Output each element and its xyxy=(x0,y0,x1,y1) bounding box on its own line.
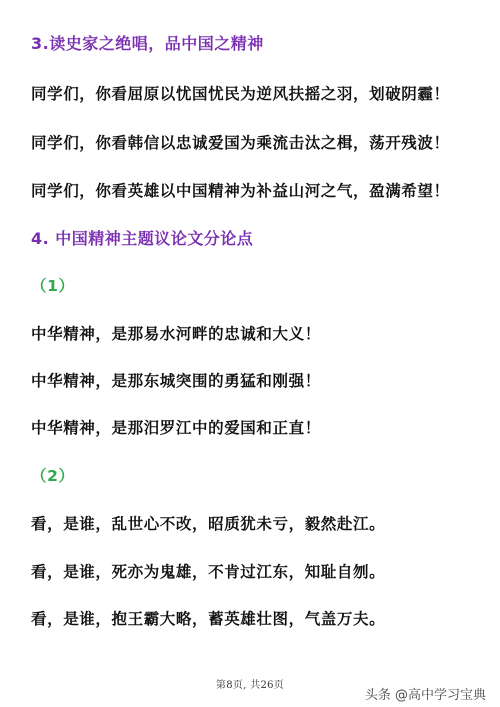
group-1-line-3: 中华精神，是那汨罗江中的爱国和正直！ xyxy=(31,419,321,437)
section-3-heading: 3.读史家之绝唱，品中国之精神 xyxy=(31,34,264,53)
section-3-line-2: 同学们，你看韩信以忠诚爱国为乘流击汰之楫，荡开残波！ xyxy=(31,134,450,152)
group-2-marker: （2） xyxy=(31,467,75,485)
group-1-line-1: 中华精神，是那易水河畔的忠诚和大义！ xyxy=(31,325,321,343)
section-3-line-3: 同学们，你看英雄以中国精神为补益山河之气，盈满希望！ xyxy=(31,182,450,200)
watermark-text: 头条 @高中学习宝典 xyxy=(364,688,486,703)
page-indicator: 第8页, 共26页 xyxy=(215,680,285,691)
group-1-marker: （1） xyxy=(31,277,75,295)
group-2-line-2: 看，是谁，死亦为鬼雄，不肯过江东，知耻自刎。 xyxy=(31,563,386,581)
group-2-line-1: 看，是谁，乱世心不改，昭质犹未亏，毅然赴江。 xyxy=(31,515,386,533)
section-4-heading: 4. 中国精神主题议论文分论点 xyxy=(31,229,254,248)
section-3-line-1: 同学们，你看屈原以忧国忧民为逆风扶摇之羽，划破阴霾！ xyxy=(31,85,450,103)
group-2-line-3: 看，是谁，抱王霸大略，蓄英雄壮图，气盖万夫。 xyxy=(31,610,386,628)
group-1-line-2: 中华精神，是那东城突围的勇猛和刚强！ xyxy=(31,372,321,390)
